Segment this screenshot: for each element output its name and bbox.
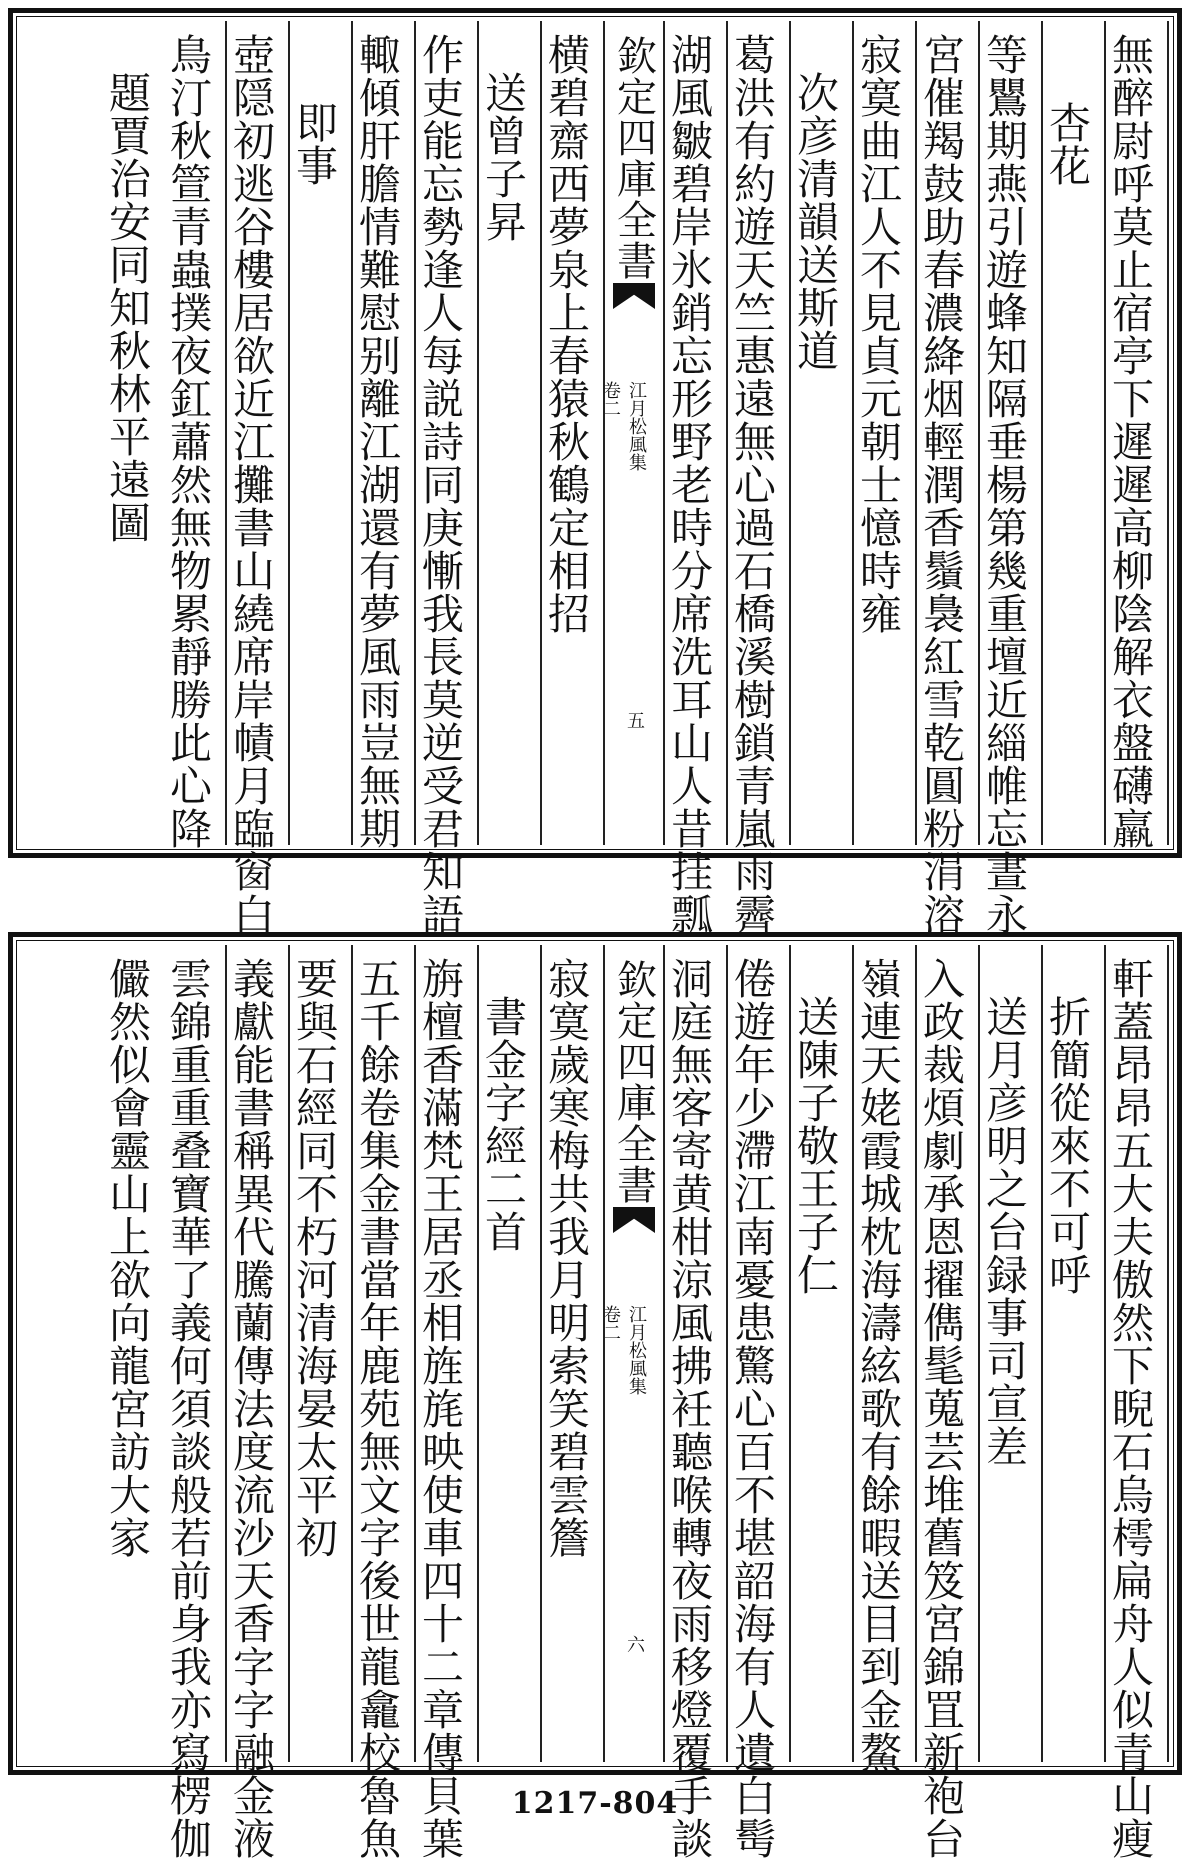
column-text: 横碧齋西夢泉上春猿秋鶴定相招 <box>542 33 591 635</box>
column-text: 洞庭無客寄黄柑涼風拂衽聽喉轉夜雨移燈覆手談 <box>665 957 714 1860</box>
column-text: 雲錦重重叠寶華了義何須談般若前身我亦寫楞伽 <box>164 957 213 1860</box>
text-column <box>542 21 605 845</box>
column-text: 壺隠初逃谷樓居欲近江攤書山繞席岸幘月臨窗白 <box>227 33 276 936</box>
column-text: 鳥汀秋箮青蟲撲夜釭蕭然無物累靜勝此心降 <box>164 33 213 850</box>
fishtail-mark <box>613 283 655 309</box>
text-column <box>917 945 980 1860</box>
column-text: 寂寞歲寒梅共我月明索笑碧雲簷 <box>542 957 591 1559</box>
text-column <box>791 21 854 845</box>
text-column <box>542 945 605 1762</box>
column-text: 入政裁煩劇承恩擢儁髦蒐芸堆舊笈宮錦罝新袍台 <box>917 957 966 1860</box>
column-text: 即事 <box>290 101 339 187</box>
text-column <box>290 945 353 1762</box>
column-text: 倦遊年少滯江南憂患驚心百不堪韶海有人遺白髩 <box>728 957 777 1860</box>
juan-number: 卷二 <box>600 1305 621 1341</box>
text-column <box>227 945 290 1860</box>
text-column <box>479 21 542 845</box>
center-column <box>600 945 665 1762</box>
column-text: 等鸎期燕引遊蜂知隔垂楊第幾重壇近緇帷忘晝永 <box>980 33 1029 936</box>
column-text: 五千餘卷集金書當年鹿苑無文字後世龍龕校魯魚 <box>353 957 402 1860</box>
column-text: 杏花 <box>1043 101 1092 187</box>
text-column <box>854 945 917 1774</box>
text-column <box>1043 945 1106 1762</box>
text-column <box>1106 21 1169 850</box>
text-column <box>479 945 542 1762</box>
text-column <box>416 945 479 1860</box>
text-column <box>353 945 416 1860</box>
text-column <box>101 21 164 845</box>
top-page-frame <box>8 8 1182 936</box>
column-text: 書金字經二首 <box>479 995 528 1253</box>
text-column <box>917 21 980 936</box>
column-text: 旃檀香滿梵王居丞相旌旄映使車四十二章傳貝葉 <box>416 957 465 1860</box>
text-column <box>164 945 227 1860</box>
text-column <box>164 21 227 850</box>
juan-number: 卷二 <box>600 381 621 417</box>
text-column <box>665 21 728 936</box>
column-text: 要與石經同不朽河清海晏太平初 <box>290 957 339 1559</box>
column-text: 送曾子昇 <box>479 71 528 243</box>
column-text: 葛洪有約遊天竺惠遠無心過石橋溪樹鎖青嵐雨霽 <box>728 33 777 936</box>
column-text: 題賈治安同知秋林平遠圖 <box>103 71 152 544</box>
column-text: 寂寞曲江人不見貞元朝士憶時雍 <box>854 33 903 635</box>
text-column <box>665 945 728 1860</box>
column-text: 折簡從來不可呼 <box>1043 995 1092 1296</box>
center-column <box>600 21 665 845</box>
text-column <box>728 21 791 936</box>
text-column <box>353 21 416 850</box>
column-text: 次彦清韻送斯道 <box>791 71 840 372</box>
column-text: 宮催羯鼓助春濃絳烟輕潤香鬚裊紅雪乾圓粉涓溶 <box>917 33 966 936</box>
page-number: 1217-804 <box>511 1786 679 1821</box>
column-text: 送月彦明之台録事司宣差 <box>980 995 1029 1468</box>
text-column <box>980 945 1043 1762</box>
text-column <box>416 21 479 936</box>
column-text: 嶺連天姥霞城枕海濤絃歌有餘暇送目到金鰲 <box>854 957 903 1774</box>
column-text: 儼然似會靈山上欲向龍宮訪大家 <box>103 957 152 1559</box>
book-name: 江月松風集 <box>626 381 647 471</box>
collection-title: 欽定四庫全書 <box>610 35 657 281</box>
column-text: 義獻能書稱異代騰蘭傳法度流沙天香字字融金液 <box>227 957 276 1860</box>
text-column <box>791 945 854 1762</box>
text-column <box>980 21 1043 936</box>
column-text: 湖風皺碧岸氷銷忘形野老時分席洗耳山人昔挂瓢 <box>665 33 714 936</box>
collection-title: 欽定四庫全書 <box>610 959 657 1205</box>
text-column <box>1043 21 1106 845</box>
column-text: 軒蓋昂昂五大夫傲然下睨石烏樗扁舟人似青山瘦 <box>1106 957 1155 1860</box>
column-text: 作吏能忘勢逢人每説詩同庚慚我長莫逆受君知語 <box>416 33 465 936</box>
column-text: 無醉尉呼莫止宿亭下遲遲高柳陰解衣盤礴羸 <box>1106 33 1155 850</box>
column-text: 送陳子敬王子仁 <box>791 995 840 1296</box>
folio-number: 六 <box>624 1635 645 1653</box>
text-column <box>101 945 164 1762</box>
text-column <box>227 21 290 936</box>
text-column <box>854 21 917 845</box>
text-column <box>290 21 353 845</box>
fishtail-mark <box>613 1207 655 1233</box>
column-text: 輙傾肝膽情難慰别離江湖還有夢風雨豈無期 <box>353 33 402 850</box>
text-column <box>1106 945 1169 1860</box>
book-name: 江月松風集 <box>626 1305 647 1395</box>
text-column <box>728 945 791 1860</box>
folio-number: 五 <box>624 711 645 729</box>
